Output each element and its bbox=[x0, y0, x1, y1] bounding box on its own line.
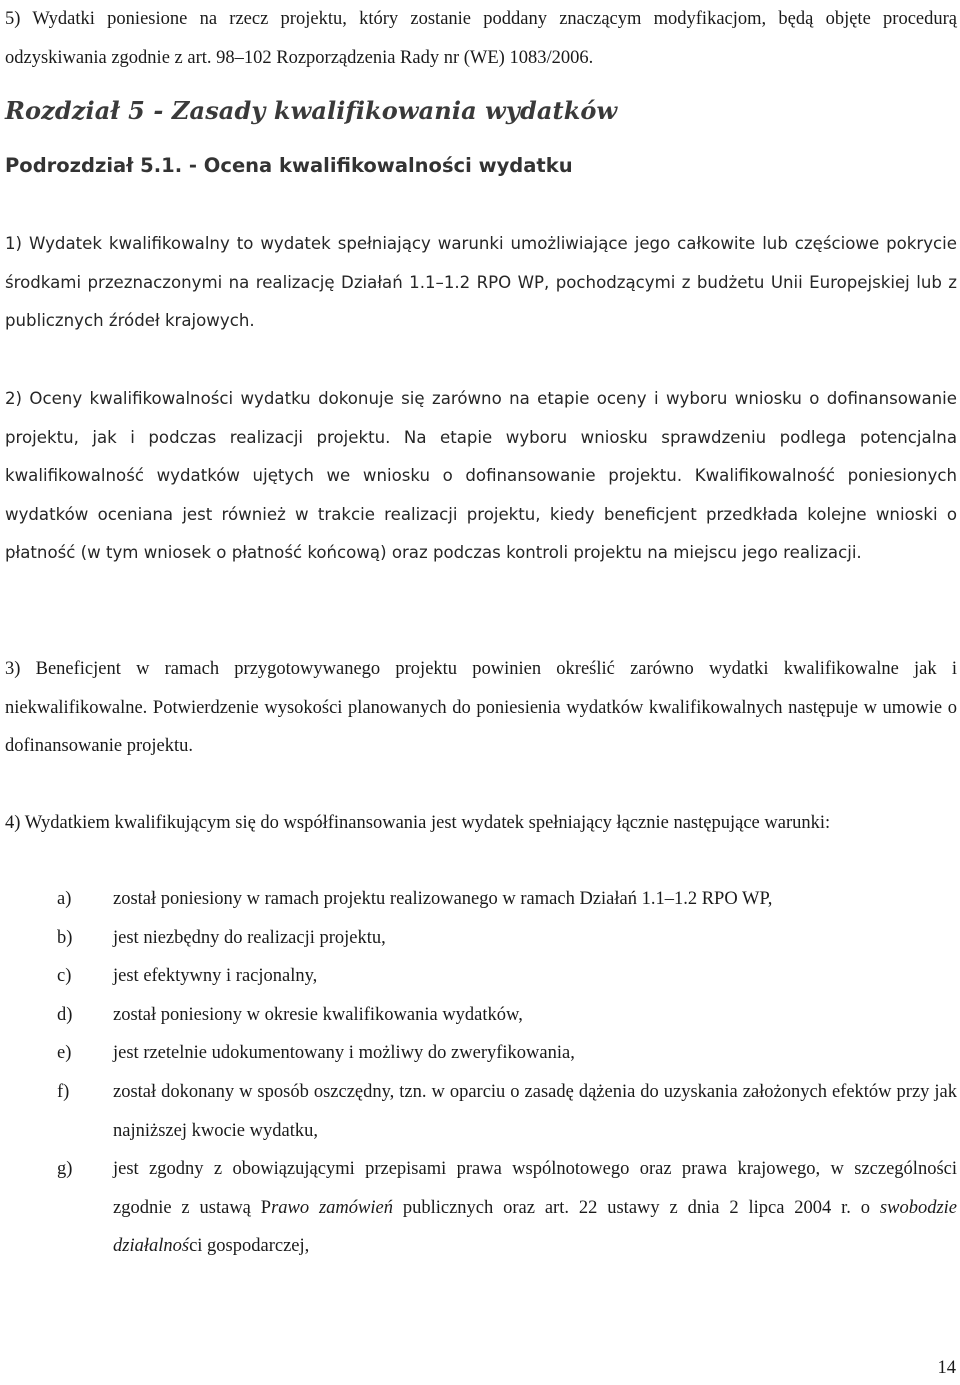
list-item bbox=[5, 919, 957, 958]
emphasis-law-title: swobodzie działalnoś bbox=[113, 1197, 958, 1257]
chapter-title: Rozdział 5 - Zasady kwalifikowania wydatków bbox=[5, 96, 618, 125]
list-item bbox=[5, 957, 957, 996]
list-marker: g) bbox=[57, 1159, 73, 1180]
list-item bbox=[5, 880, 957, 919]
list-item-text-part: jest zgodny z obowiązującymi przepisami prawa wspólnotowego oraz prawa krajowego, w szczególności zgodnie z ustawą P bbox=[113, 1159, 957, 1218]
list-item-text bbox=[113, 1150, 957, 1266]
list-item-text-part: ci gospodarczej, bbox=[189, 1236, 310, 1257]
list-marker: f) bbox=[57, 1081, 70, 1102]
list-item bbox=[5, 1150, 957, 1266]
list-item-text: jest efektywny i racjonalny, bbox=[113, 966, 318, 987]
page-number: 14 bbox=[937, 1358, 956, 1378]
list-marker: c) bbox=[57, 966, 72, 987]
list-item-text: został poniesiony w ramach projektu realizowanego w ramach Działań 1.1–1.2 RPO WP, bbox=[113, 889, 773, 909]
paragraph-2: 2) Oceny kwalifikowalności wydatku dokonuje się zarówno na etapie oceny i wyboru wniosku o dofinansowanie projektu, jak i podczas realizacji projektu. Na etapie wyboru wniosku sprawdzeniu podlega potencjalna kwalifikowalność wydatków ujętych we wniosku o dofinansowanie projektu. Kwalifikowalność poniesionych wydatków oceniana jest również w trakcie realizacji projektu, kiedy beneficjent przedkłada kolejne wnioski o płatność (w tym wniosek o płatność końcową) oraz podczas kontroli projektu na miejscu jego realizacji. bbox=[5, 389, 957, 563]
list-marker: a) bbox=[57, 889, 72, 909]
list-item bbox=[5, 996, 957, 1035]
list-marker: e) bbox=[57, 1043, 72, 1064]
list-item bbox=[5, 1034, 957, 1073]
paragraph-3: 3) Beneficjent w ramach przygotowywanego projektu powinien określić zarówno wydatki kwalifikowalne jak i niekwalifikowalne. Potwierdzenie wysokości planowanych do poniesienia wydatków kwalifikowalnych następuje w umowie o dofinansowanie projektu. bbox=[5, 659, 957, 757]
subchapter-title: Podrozdział 5.1. - Ocena kwalifikowalności wydatku bbox=[5, 154, 573, 177]
list-item-text: jest rzetelnie udokumentowany i możliwy do zweryfikowania, bbox=[113, 1043, 575, 1064]
emphasis-law-title: rawo zamówień bbox=[271, 1197, 393, 1218]
paragraph-intro: 5) Wydatki poniesione na rzecz projektu, który zostanie poddany znaczącym modyfikacjom, będą objęte procedurą odzyskiwania zgodnie z art. 98–102 Rozporządzenia Rady nr (WE) 1083/2006. bbox=[5, 9, 957, 68]
conditions-list bbox=[5, 880, 957, 1266]
list-marker: b) bbox=[57, 927, 73, 948]
list-item-text: został poniesiony w okresie kwalifikowania wydatków, bbox=[113, 1004, 523, 1025]
list-item bbox=[5, 1073, 957, 1150]
list-marker: d) bbox=[57, 1004, 73, 1025]
paragraph-1: 1) Wydatek kwalifikowalny to wydatek spełniający warunki umożliwiające jego całkowite lub częściowe pokrycie środkami przeznaczonymi na realizację Działań 1.1–1.2 RPO WP, pochodzącymi z budżetu Unii Europejskiej lub z publicznych źródeł krajowych. bbox=[5, 234, 957, 331]
list-item-text: jest niezbędny do realizacji projektu, bbox=[113, 927, 386, 948]
list-item-text-part: publicznych oraz art. 22 ustawy z dnia 2 lipca 2004 r. o bbox=[392, 1197, 880, 1218]
paragraph-4: 4) Wydatkiem kwalifikującym się do współfinansowania jest wydatek spełniający łącznie następujące warunki: bbox=[5, 813, 831, 833]
list-item-text: został dokonany w sposób oszczędny, tzn. w oparciu o zasadę dążenia do uzyskania założonych efektów przy jak najniższej kwocie wydatku, bbox=[113, 1081, 957, 1141]
